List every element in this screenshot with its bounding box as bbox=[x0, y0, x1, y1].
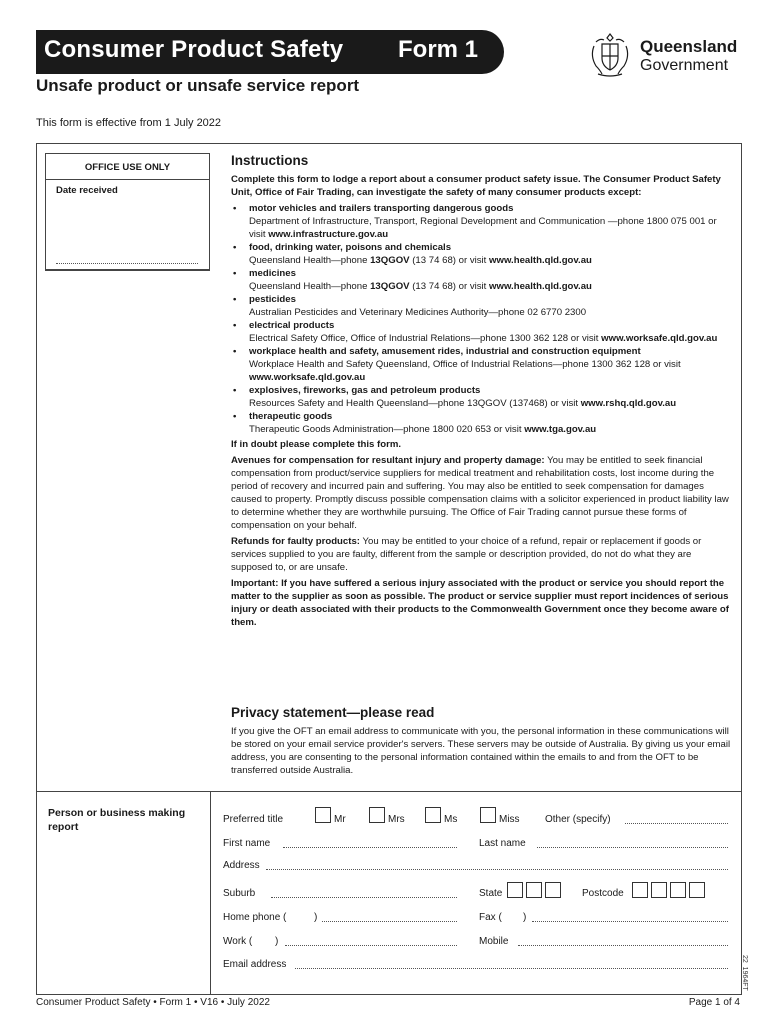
mrs-checkbox[interactable] bbox=[369, 807, 385, 823]
exceptions-list bbox=[231, 202, 734, 436]
logo-government: Government bbox=[640, 57, 729, 74]
form-title: Consumer Product Safety bbox=[44, 36, 344, 63]
ms-label: Ms bbox=[444, 814, 458, 825]
suburb-field[interactable] bbox=[271, 897, 457, 898]
fax-field[interactable] bbox=[532, 921, 728, 922]
email-field[interactable] bbox=[295, 968, 728, 969]
address-label: Address bbox=[223, 860, 260, 871]
last-name-field[interactable] bbox=[537, 847, 728, 848]
fax-label: Fax ( bbox=[479, 912, 502, 923]
postcode-box-3[interactable] bbox=[670, 882, 686, 898]
fax-close: ) bbox=[523, 912, 527, 923]
date-received-field[interactable] bbox=[56, 263, 198, 264]
other-label: Other (specify) bbox=[545, 814, 611, 825]
postcode-box-1[interactable] bbox=[632, 882, 648, 898]
instructions-intro: Complete this form to lodge a report about a consumer product safety issue. The Consumer Product Safety Unit, Office of Fair Trading, can investigate the safety of many consumer products except: bbox=[231, 174, 721, 198]
queensland-crest-icon bbox=[588, 30, 632, 78]
form-code: 22_1964FT bbox=[741, 955, 748, 991]
other-field[interactable] bbox=[625, 823, 728, 824]
state-box-3[interactable] bbox=[545, 882, 561, 898]
email-label: Email address bbox=[223, 959, 287, 970]
list-item: • food, drinking water, poisons and chemicals Queensland Health—phone 13QGOV (13 74 68) or visit www.health.qld.gov.au bbox=[231, 241, 734, 267]
privacy-text: If you give the OFT an email address to communicate with you, the personal information in these communications will be stored on your email service provider's servers. These servers may be outside of Australia. By giving us your email address, you are consenting to the personal information contained within the emails to and from the OFT to be transferred outside Australia. bbox=[231, 726, 731, 776]
form-number: Form 1 bbox=[398, 36, 479, 63]
address-field[interactable] bbox=[266, 869, 728, 870]
first-name-label: First name bbox=[223, 838, 271, 849]
list-item: • therapeutic goods Therapeutic Goods Administration—phone 1800 020 653 or visit www.tga.gov.au bbox=[231, 410, 734, 436]
effective-date: This form is effective from 1 July 2022 bbox=[36, 117, 222, 129]
mrs-label: Mrs bbox=[388, 814, 405, 825]
home-phone-close: ) bbox=[314, 912, 318, 923]
office-use-box bbox=[45, 153, 210, 271]
suburb-label: Suburb bbox=[223, 888, 256, 899]
postcode-label: Postcode bbox=[582, 888, 624, 899]
instructions-section bbox=[231, 153, 734, 632]
mobile-field[interactable] bbox=[518, 945, 728, 946]
form-subtitle: Unsafe product or unsafe service report bbox=[36, 76, 360, 95]
avenues-paragraph: Avenues for compensation for resultant injury and property damage: You may be entitled to seek financial compensation from product/service suppliers for medical treatment and rehabilitation costs, lost income during the period of recovery and incurred pain and suffering. You may also be entitled to seek compensation for damages caused to property. Promptly discuss possible compensation claims with a solicitor experienced in product liability law to determine whether they are worthwhile pursuing. The Office of Fair Trading cannot pursue these forms of compensation on your behalf. bbox=[231, 455, 729, 531]
footer-info: Consumer Product Safety • Form 1 • V16 • July 2022 bbox=[36, 997, 270, 1008]
state-box-1[interactable] bbox=[507, 882, 523, 898]
home-phone-label: Home phone ( bbox=[223, 912, 287, 923]
logo-name: Queensland bbox=[640, 37, 738, 56]
mr-checkbox[interactable] bbox=[315, 807, 331, 823]
postcode-box-4[interactable] bbox=[689, 882, 705, 898]
title-banner bbox=[36, 30, 504, 74]
work-phone-field[interactable] bbox=[285, 945, 457, 946]
office-use-heading: OFFICE USE ONLY bbox=[84, 162, 171, 173]
date-received-label: Date received bbox=[56, 185, 118, 196]
instructions-title: Instructions bbox=[231, 153, 309, 168]
privacy-title: Privacy statement—please read bbox=[231, 705, 435, 720]
list-item: • medicines Queensland Health—phone 13QGOV (13 74 68) or visit www.health.qld.gov.au bbox=[231, 267, 734, 293]
postcode-box-2[interactable] bbox=[651, 882, 667, 898]
page-number: Page 1 of 4 bbox=[688, 997, 740, 1008]
mobile-label: Mobile bbox=[479, 936, 509, 947]
miss-checkbox[interactable] bbox=[480, 807, 496, 823]
mr-label: Mr bbox=[334, 814, 346, 825]
last-name-label: Last name bbox=[479, 838, 526, 849]
list-item: • workplace health and safety, amusement rides, industrial and construction equipment Workplace Health and Safety Queensland, Office of Industrial Relations—phone 1300 362 128 or visit www.worksafe.qld.gov.au bbox=[231, 345, 734, 384]
important-paragraph: Important: If you have suffered a serious injury associated with the product or service you should report the matter to the supplier as soon as possible. The product or service supplier must report incidences of serious injury or death associated with their products to the Commonwealth Government once they become aware of them. bbox=[231, 578, 729, 628]
refunds-paragraph: Refunds for faulty products: You may be entitled to your choice of a refund, repair or replacement if goods or services supplied to you are faulty, different from the sample or description provided, do not do what they are supposed to, or are unsafe. bbox=[231, 536, 702, 573]
privacy-section bbox=[231, 705, 734, 777]
preferred-title-label: Preferred title bbox=[223, 814, 284, 825]
ms-checkbox[interactable] bbox=[425, 807, 441, 823]
work-phone-close: ) bbox=[275, 936, 279, 947]
miss-label: Miss bbox=[499, 814, 520, 825]
list-item: • motor vehicles and trailers transporting dangerous goods Department of Infrastructure, Transport, Regional Development and Communication —phone 1800 075 001 or visit www.infrastructure.gov.au bbox=[231, 202, 734, 241]
home-phone-field[interactable] bbox=[322, 921, 457, 922]
state-label: State bbox=[479, 888, 503, 899]
doubt-note: If in doubt please complete this form. bbox=[231, 439, 402, 450]
list-item: • explosives, fireworks, gas and petroleum products Resources Safety and Health Queensland—phone 13QGOV (137468) or visit www.rshq.qld.gov.au bbox=[231, 384, 734, 410]
list-item: • electrical products Electrical Safety Office, Office of Industrial Relations—phone 1300 362 128 or visit www.worksafe.qld.gov.au bbox=[231, 319, 734, 345]
list-item: • pesticides Australian Pesticides and Veterinary Medicines Authority—phone 02 6770 2300 bbox=[231, 293, 734, 319]
first-name-field[interactable] bbox=[283, 847, 457, 848]
section-label: Person or business making report bbox=[48, 807, 186, 833]
state-box-2[interactable] bbox=[526, 882, 542, 898]
work-phone-label: Work ( bbox=[223, 936, 253, 947]
